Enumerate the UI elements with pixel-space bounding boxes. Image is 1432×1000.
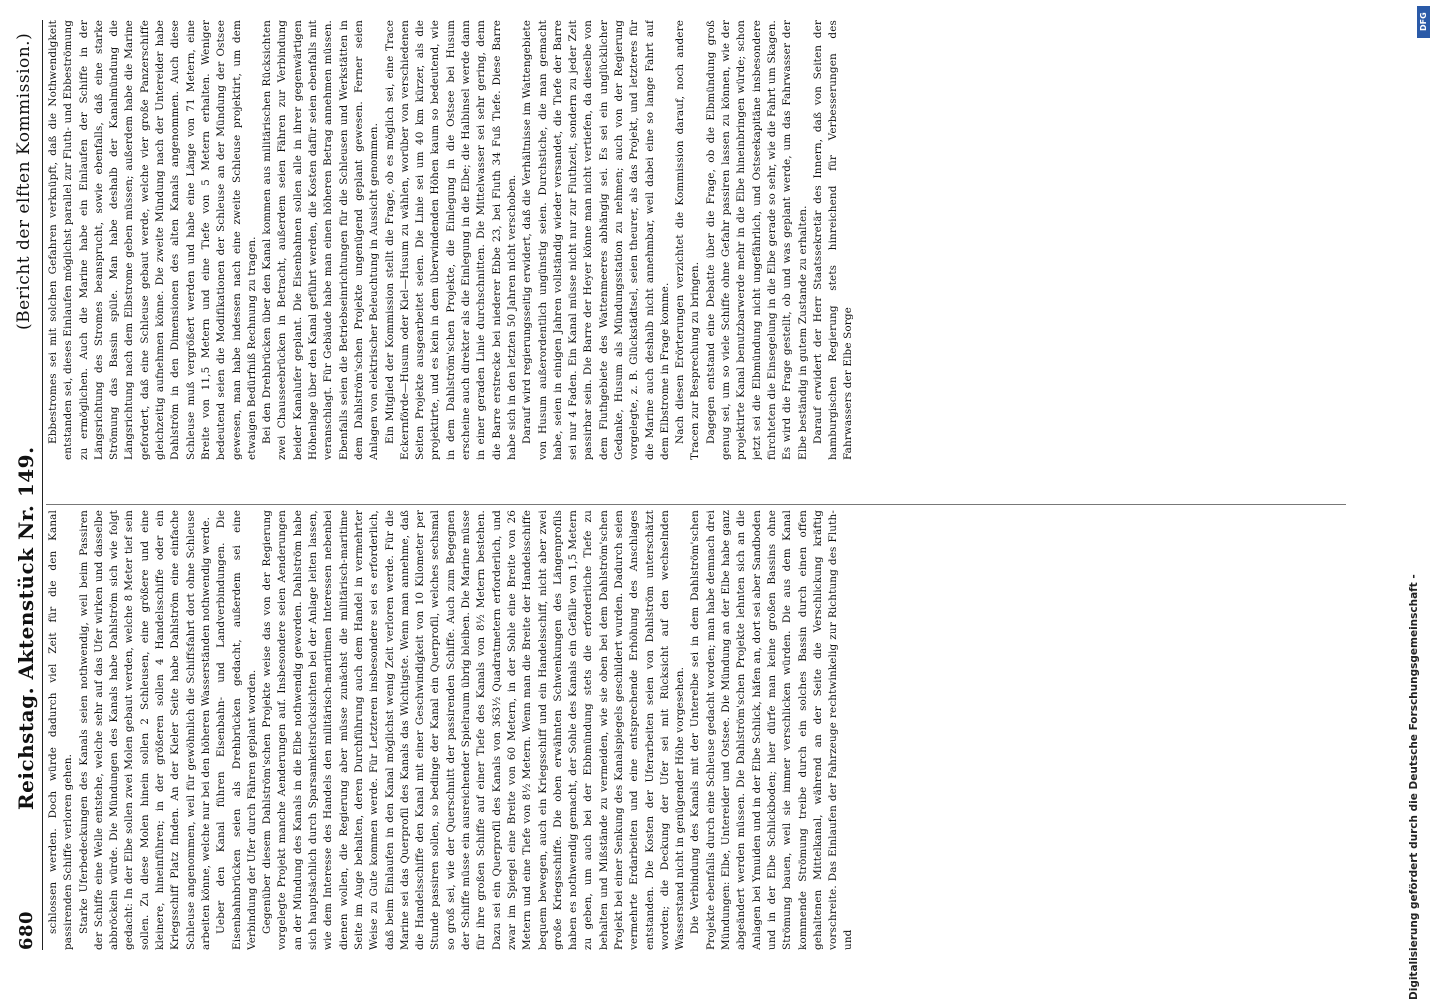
right-column bbox=[46, 20, 1346, 460]
section-title: (Bericht der elften Kommission.) bbox=[14, 32, 34, 330]
paragraph: Die Verbindung des Kanals mit der Unterelbe sei in dem Dahlström'schen Projekte ebenfalls durch eine Schleuse gedacht worden; man habe demnach drei Mündungen: Elbe, Untereider und Ostsee. Die Mündung an der Elbe habe ganz abgeändert werden müssen. Die Dahlström'schen Projekte lehnten sich an die Anlagen bei Ymuiden und in der Elbe Schlick, häfen an, dort sei aber Sandboden und in der Elbe Schlickboden; hier dürfe man keine großen Bassins ohne Strömung bauen, weil sie immer verschlicken würden. Die aus dem Kanal kommende Strömung treibe durch ein solches Bassin durch einen offen gehaltenen Mittelkanal, während an der Seite die Verschlickung kräftig vorschreite. Das Einlaufen der Fahrzeuge rechtwinkelig zur Richtung des Fluth- und bbox=[689, 510, 855, 950]
column-divider bbox=[46, 504, 1346, 505]
paragraph: Dagegen entstand eine Debatte über die Frage, ob die Elbmündung groß genug sei, um so viele Schiffe ohne Gefahr passiren lassen zu können, wie der projektirte Kanal benutzbarwerde mehr in die Elbe hineinbringen würde; schon jetzt sei die Elbmündung nicht ungefährlich, und Ostseekapitäne insbesondere fürchteten die Einsegelung in die Elbe gerade so sehr, wie die Fahrt um Skagen. Es wird die Frage gestellt, ob und was geplant werde, um das Fahrwasser der Elbe beständig in gutem Zustande zu erhalten. bbox=[704, 20, 809, 460]
paragraph: Gegenüber diesem Dahlström'schen Projekte weise das von der Regierung vorgelegte Projekt manche Aenderungen auf. Insbesondere seien Aenderungen an der Mündung des Kanals in die Elbe nothwendig geworden. Dahlström habe sich hauptsächlich durch Sparsamkeitsrücksichten bei der Anlage leiten lassen, wie dem Interesse des Handels den militärisch-maritimen Interessen nebenbei dienen wollen, die Regierung aber müsse zunächst die militärisch-maritime Seite im Auge behalten, deren Durchführung auch dem Handel in vermehrter Weise zu Gute kommen werde. Für Letzteren insbesondere sei es erforderlich, daß beim Einlaufen in den Kanal möglichst wenig Zeit verloren werde. Für die Marine sei das Querprofil des Kanals das Wichtigste. Wenn man annehme, daß die Handelsschiffe den Kanal mit einer Geschwindigkeit von 10 Kilometer per Stunde passiren sollen, so bedinge der Kanal ein Querprofil, welches sechsmal so groß sei, wie der Querschnitt der passirenden Schiffe. Auch zum Begegnen der Schiffe müsse ein ausreichender Spielraum übrig bleiben. Die Marine müsse für ihre großen Schiffe auf einer Tiefe des Kanals von 8½ Metern bestehen. Dazu sei ein Querprofil des Kanals von 363½ Quadratmetern erforderlich, und zwar im Spiegel eine Breite von 60 Metern, in der Sohle eine Breite von 26 Metern und eine Tiefe von 8½ Metern. Wenn man die Breite der Handelsschiffe bequem bewegen, auch ein Kriegsschiff und ein Handelsschiff, nicht aber zwei große Kriegsschiffe. Die oben erwähnten Schwenkungen des Längenprofils haben es nothwendig gemacht, der Sohle des Kanals ein Gefälle von 1,5 Metern zu geben, um auch bei der Ebbmündung stets die erforderliche Tiefe zu behalten und Mißstände zu vermeiden, wie sie oben bei dem Dahlström'schen Projekt bei einer Senkung des Kanalspiegels geschildert wurden. Dadurch seien vermehrte Erdarbeiten und eine entsprechende Erhöhung des Anschlages entstanden. Die Kosten der Uferarbeiten seien von Dahlström unterschätzt worden; die Deckung der Ufer sei mit Rücksicht auf den wechselnden Wasserstand nicht in genügender Höhe vorgesehen. bbox=[261, 510, 687, 950]
paragraph: Bei den Drehbrücken über den Kanal kommen aus militärischen Rücksichten zwei Chausseebrücken in Betracht, außerdem seien Fähren zur Verbindung beider Kanalufer geplant. Die Eisenbahnen sollen alle in ihrer gegenwärtigen Höhenlage über den Kanal geführt werden, die Kosten dafür seien ebenfalls mit veranschlagt. Für Gebäude habe man einen höheren Betrag annehmen müssen. Ebenfalls seien die Betriebseinrichtungen für die Schleusen und Werkstätten in dem Dahlström'schen Projekte ungenügend geplant gewesen. Ferner seien Anlagen von elektrischer Beleuchtung in Aussicht genommen. bbox=[261, 20, 381, 460]
paragraph: Ebbestromes sei mit solchen Gefahren verknüpft, daß die Nothwendigkeit entstanden sei, dieses Einlaufen möglichst parallel zur Fluth- und Ebbeströmung zu ermöglichen. Auch die Marine habe ein Einlaufen der Schiffe in der Längsrichtung des Stromes beansprucht, sowie ebenfalls, daß eine starke Strömung das Bassin spüle. Man habe deshalb der Kanalmündung die Längsrichtung nach dem Elbstrome geben müssen; außerdem habe die Marine gefordert, daß eine Schleuse gebaut werde, welche vier große Panzerschiffe gleichzeitig aufnehmen könne. Die zweite Mündung nach der Untereider habe Dahlström in den Dimensionen des alten Kanals angenommen. Auch diese Schleuse muß vergrößert werden und habe eine Länge von 71 Metern, eine Breite von 11,5 Metern und eine Tiefe von 5 Metern erhalten. Weniger bedeutend seien die Modifikationen der Schleuse an der Mündung der Ostsee gewesen, man habe indessen nach eine zweite Schleuse projektirt, um dem etwaigen Bedürfniß Rechnung zu tragen. bbox=[47, 20, 258, 460]
dfg-logo: DFG bbox=[1417, 6, 1430, 38]
page-header bbox=[8, 20, 43, 950]
paragraph: Darauf erwidert der Herr Staatssekretär des Innern, daß von Seiten der hamburgischen Regierung stets hinreichend für Verbesserungen des Fahrwassers der Elbe Sorge bbox=[811, 20, 855, 460]
paragraph: schlossen werden. Doch würde dadurch viel Zeit für die den Kanal passirenden Schiffe verloren gehen. bbox=[47, 510, 75, 950]
page-number: 680 bbox=[16, 910, 37, 950]
paragraph: Darauf wird regierungsseitig erwidert, daß die Verhältnisse im Wattengebiete von Husum außerordentlich ungünstig seien. Durchstiche, die man gemacht habe, seien in einigen Jahren vollständig wieder versandet, die Tiefe der Barre sei nur 4 Faden. Ein Kanal müsse nicht nur zur Fluthzeit, sondern zu jeder Zeit passirbar sein. Die Barre der Heyer könne man nicht vertiefen, da dieselbe von dem Fluthgebiete des Wattenmeeres abhängig sei. Es sei ein unglücklicher Gedanke, Husum als Mündungsstation zu nehmen; auch von der Regierung vorgelegte, z. B. Glückstädtsel, seien theurer, als das Projekt, und letzteres für die Marine auch deshalb nicht annehmbar, weil dabei eine so lange Fahrt auf dem Elbstrome in Frage komme. bbox=[521, 20, 671, 460]
paragraph: Ueber den Kanal führen Eisenbahn- und Landverbindungen. Die Eisenbahnbrücken seien als Drehbrücken gedacht, außerdem sei eine Verbindung der Ufer durch Fähren geplant worden. bbox=[215, 510, 258, 950]
paragraph: Ein Mitglied der Kommission stellt die Frage, ob es möglich sei, eine Trace Eckernförde—Husum oder Kiel—Husum zu wählen, worüber von verschiedenen Seiten Projekte ausgearbeitet seien. Die Linie sei um 40 km kürzer, als die projektirte, und es kein in dem überwindenden Höhen kaum so bedeutend, wie in dem Dahlström'schen Projekte, die Einlegung in die Ostsee bei Husum erscheine auch direkter als die Einlegung in die Elbe; die Halbinsel werde dann in einer geraden Linie durchschnitten. Die Mittelwasser sei sehr gering, denn die Barre erstrecke bei niederer Ebbe 23, bei Fluth 34 Fuß Tiefe. Diese Barre habe sich in den letzten 50 Jahren nicht verschoben. bbox=[383, 20, 518, 460]
left-column bbox=[46, 510, 1346, 950]
paragraph: Nach diesen Erörterungen verzichtet die Kommission darauf, noch andere Tracen zur Besprechung zu bringen. bbox=[674, 20, 702, 460]
digitization-note: Digitalisierung gefördert durch die Deutsche Forschungsgemeinschaft - bbox=[1408, 574, 1420, 1000]
document-title: Reichstag. Aktenstück Nr. 149. bbox=[14, 446, 38, 810]
paragraph: Starke Uferbedeckungen des Kanals seien nothwendig, weil beim Passiren der Schiffe eine Welle entstehe, welche sehr auf das Ufer wirken und dasselbe abbröckeln würde. Die Mündungen des Kanals habe Dahlström sich wie folgt gedacht: In der Elbe sollen zwei Molen gebaut werden, welche 8 Meter tief sein sollen. Zu diese Molen hinein sollen 2 Schleusen, eine größere und eine kleinere, hineinführen; in der größeren sollen 4 Handelsschiffe oder ein Kriegsschiff Platz finden. An der Kieler Seite habe Dahlström eine einfache Schleuse angenommen, weil für gewöhnlich die Schiffsfahrt dort ohne Schleuse arbeiten könne, welche nur bei den höheren Wasserständen nothwendig werde. bbox=[77, 510, 212, 950]
